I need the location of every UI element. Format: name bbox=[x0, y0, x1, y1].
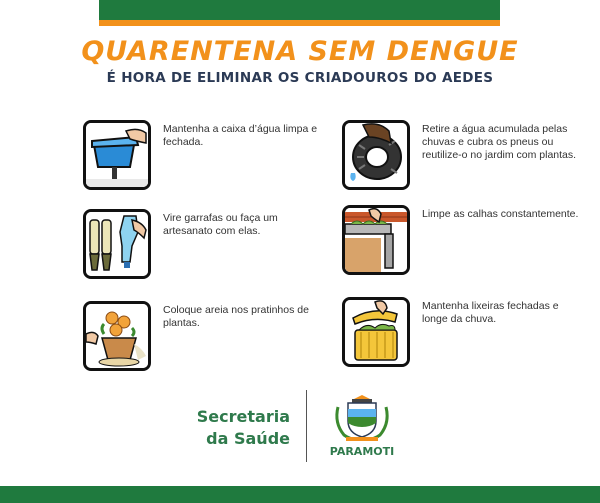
plant-pot-icon bbox=[83, 301, 151, 371]
bottles-icon bbox=[83, 209, 151, 279]
tire-icon bbox=[342, 120, 410, 190]
tip-text: Limpe as calhas constantemente. bbox=[422, 208, 579, 220]
tip-plant-pot bbox=[83, 301, 333, 381]
tip-trash-bin bbox=[342, 297, 592, 377]
city-logo bbox=[330, 393, 394, 463]
secretaria-label bbox=[190, 406, 290, 450]
tip-gutter bbox=[342, 205, 592, 285]
footer-divider bbox=[306, 390, 307, 462]
tip-text: Mantenha lixeiras fechadas e longe da chuva. bbox=[422, 300, 559, 325]
secretaria-line-2: da Saúde bbox=[206, 429, 290, 448]
top-banner-stripe bbox=[99, 20, 500, 26]
secretaria-line-1: Secretaria bbox=[196, 407, 290, 426]
tip-tire bbox=[342, 120, 592, 200]
tip-text: Coloque areia nos pratinhos de plantas. bbox=[163, 304, 309, 329]
city-coat-of-arms-icon bbox=[330, 393, 394, 445]
water-tank-icon bbox=[83, 120, 151, 190]
trash-bin-icon bbox=[342, 297, 410, 367]
page-subtitle: É HORA DE ELIMINAR OS CRIADOUROS DO AEDES bbox=[106, 70, 494, 86]
page-title: QUARENTENA SEM DENGUE bbox=[81, 36, 519, 67]
tip-bottles bbox=[83, 209, 333, 289]
tip-text: Retire a água acumulada pelas chuvas e cubra os pneus ou reutilize-o no jardim com plantas. bbox=[422, 123, 577, 161]
tip-text: Vire garrafas ou faça um artesanato com elas. bbox=[163, 212, 278, 237]
tip-water-tank bbox=[83, 120, 333, 200]
city-name: PARAMOTI bbox=[329, 445, 395, 458]
gutter-icon bbox=[342, 205, 410, 275]
top-banner bbox=[99, 0, 500, 20]
bottom-banner bbox=[0, 486, 600, 503]
tip-text: Mantenha a caixa d’água limpa e fechada. bbox=[163, 123, 318, 148]
